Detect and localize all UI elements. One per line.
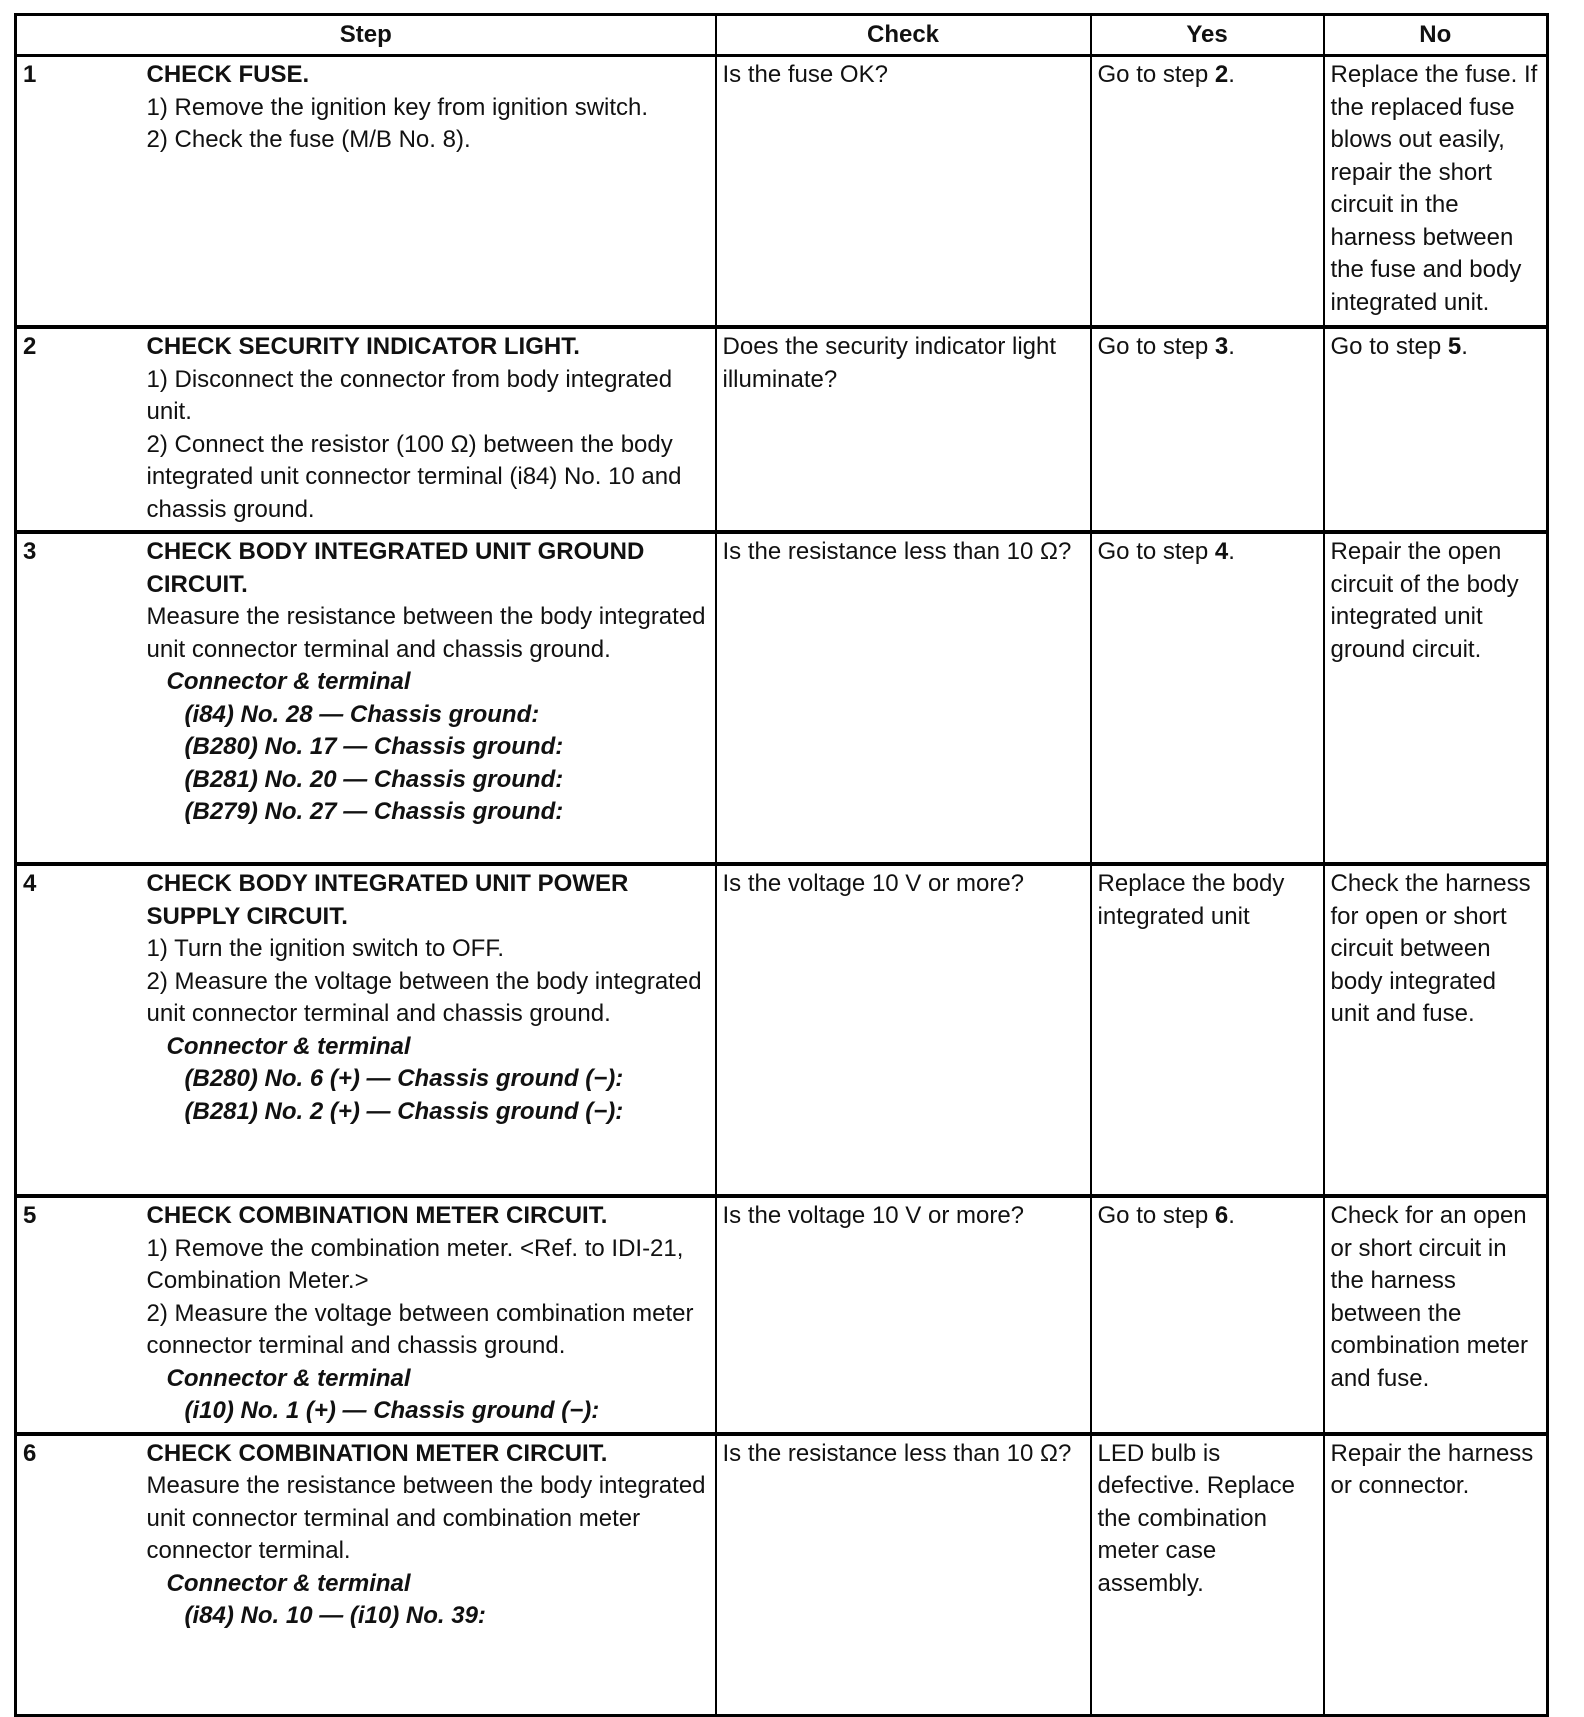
step-line: 1) Turn the ignition switch to OFF. [146,935,504,962]
yes-cell [1091,532,1324,864]
yes-text: Go to step [1097,1202,1215,1229]
table-header-row [16,15,1548,56]
no-cell: Replace the fuse. If the replaced fuse blows out easily, repair the short circuit in the harness between the fuse and body integrated unit. [1324,56,1548,328]
check-cell: Is the resistance less than 10 Ω? [716,1434,1091,1716]
step-title: CHECK FUSE. [146,61,310,88]
connector-terminal: (i84) No. 10 — (i10) No. 39: [184,1602,486,1629]
yes-suffix: . [1228,61,1235,88]
step-title: CHECK SECURITY INDICATOR LIGHT. [146,333,580,360]
step-line: 2) Check the fuse (M/B No. 8). [146,126,471,153]
header-yes: Yes [1091,15,1324,56]
step-number: 3 [16,532,141,864]
table-row [16,1196,1548,1434]
connector-heading: Connector & terminal [166,1569,411,1597]
no-cell [1324,327,1548,532]
yes-suffix: . [1228,538,1235,565]
yes-step-ref: 2 [1214,61,1229,88]
header-step: Step [16,15,716,56]
yes-cell: Replace the body integrated unit [1091,864,1324,1196]
yes-step-ref: 6 [1214,1202,1229,1229]
step-line: 1) Disconnect the connector from body integrated unit. [146,365,673,425]
table-row [16,327,1548,532]
step-title: CHECK COMBINATION METER CIRCUIT. [146,1439,608,1467]
connector-terminal: (B281) No. 2 (+) — Chassis ground (−): [184,1097,624,1125]
step-description [141,1434,716,1716]
connector-terminal: (B281) No. 20 — Chassis ground: [184,765,564,793]
table-row [16,532,1548,864]
yes-cell [1091,56,1324,328]
diagnostic-table [14,13,1549,1717]
step-line: Measure the resistance between the body integrated unit connector terminal and chassis ground. [146,603,706,663]
step-line: 1) Remove the ignition key from ignition switch. [146,93,649,121]
connector-terminal: (i84) No. 28 — Chassis ground: [184,700,540,728]
no-cell: Check for an open or short circuit in the harness between the combination meter and fuse. [1324,1196,1548,1434]
no-cell: Repair the open circuit of the body integrated unit ground circuit. [1324,532,1548,864]
step-description [141,327,716,532]
table-row [16,56,1548,328]
connector-terminal: (i10) No. 1 (+) — Chassis ground (−): [184,1397,600,1424]
step-title: CHECK BODY INTEGRATED UNIT GROUND CIRCUIT. [146,538,645,598]
check-cell: Does the security indicator light illuminate? [716,327,1091,532]
step-title: CHECK BODY INTEGRATED UNIT POWER SUPPLY CIRCUIT. [146,870,629,930]
step-line: 2) Measure the voltage between combination meter connector terminal and chassis ground. [146,1299,694,1359]
table-row [16,1434,1548,1716]
step-description [141,532,716,864]
no-text: Go to step [1330,333,1448,360]
step-number: 6 [16,1434,141,1716]
header-no: No [1324,15,1548,56]
step-description [141,1196,716,1434]
diagnostic-page [14,13,1546,1717]
step-number: 1 [16,56,141,328]
connector-terminal: (B279) No. 27 — Chassis ground: [184,798,564,825]
step-description [141,864,716,1196]
check-cell: Is the voltage 10 V or more? [716,864,1091,1196]
no-cell: Repair the harness or connector. [1324,1434,1548,1716]
connector-terminal: (B280) No. 6 (+) — Chassis ground (−): [184,1065,624,1092]
yes-text: Go to step [1097,61,1215,88]
check-cell: Is the fuse OK? [716,56,1091,328]
no-cell: Check the harness for open or short circuit between body integrated unit and fuse. [1324,864,1548,1196]
step-number: 4 [16,864,141,1196]
yes-cell [1091,1196,1324,1434]
step-line: Measure the resistance between the body integrated unit connector terminal and combination meter connector terminal. [146,1472,706,1564]
step-line: 2) Connect the resistor (100 Ω) between the body integrated unit connector terminal (i84) No. 10 and chassis ground. [146,430,682,523]
step-description [141,56,716,328]
connector-terminal: (B280) No. 17 — Chassis ground: [184,733,564,760]
yes-cell [1091,327,1324,532]
yes-cell: LED bulb is defective. Replace the combination meter case assembly. [1091,1434,1324,1716]
step-line: 2) Measure the voltage between the body integrated unit connector terminal and chassis ground. [146,967,702,1027]
step-title: CHECK COMBINATION METER CIRCUIT. [146,1202,608,1229]
step-line: 1) Remove the combination meter. <Ref. to IDI-21, Combination Meter.> [146,1234,684,1294]
yes-text: Go to step [1097,333,1215,360]
yes-suffix: . [1228,1202,1235,1229]
header-check: Check [716,15,1091,56]
no-suffix: . [1461,333,1468,360]
yes-text: Go to step [1097,538,1215,565]
yes-step-ref: 3 [1214,333,1229,360]
connector-heading: Connector & terminal [166,1364,411,1392]
yes-step-ref: 4 [1214,538,1229,565]
step-number: 5 [16,1196,141,1434]
table-row [16,864,1548,1196]
check-cell: Is the voltage 10 V or more? [716,1196,1091,1434]
step-number: 2 [16,327,141,532]
no-step-ref: 5 [1447,333,1462,360]
connector-heading: Connector & terminal [166,1032,411,1060]
yes-suffix: . [1228,333,1235,360]
connector-heading: Connector & terminal [166,668,411,695]
check-cell: Is the resistance less than 10 Ω? [716,532,1091,864]
